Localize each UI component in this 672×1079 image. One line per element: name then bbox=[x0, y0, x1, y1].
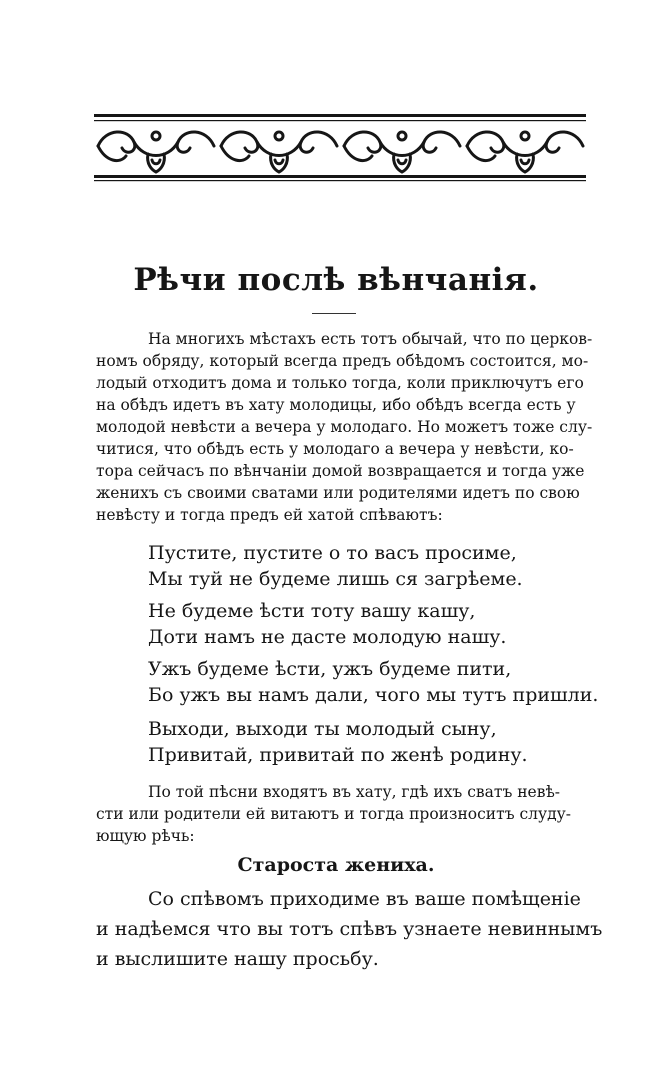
intro-paragraph bbox=[96, 328, 592, 526]
speech-line: Со спѣвомъ приходиме въ ваше помѣщенiе bbox=[148, 888, 581, 910]
after-song-line: сти или родители ей витаютъ и тогда произноситъ слуду- bbox=[96, 805, 572, 823]
song-verse-line: Выходи, выходи ты молодый сыну, bbox=[148, 718, 497, 740]
speech-line: и выслишите нашу просьбу. bbox=[96, 948, 379, 970]
title-divider bbox=[312, 313, 356, 314]
song-stanza bbox=[148, 598, 506, 650]
intro-line: молодой невѣсти а вечера у молодаго. Но можетъ тоже слу- bbox=[96, 418, 593, 436]
speech-line: и надѣемся что вы тотъ спѣвъ узнаете невиннымъ bbox=[96, 918, 603, 940]
song-stanza bbox=[148, 656, 598, 708]
after-song-paragraph bbox=[96, 781, 571, 847]
song-stanza bbox=[148, 716, 528, 768]
intro-line: жениxъ съ своими сватами или родителями идетъ по свою bbox=[96, 484, 580, 502]
intro-line: на обѣдъ идетъ въ хату молодицы, ибо обѣдъ всегда есть у bbox=[96, 396, 576, 414]
song-verse-line: Пустите, пустите о то васъ просиме, bbox=[148, 542, 517, 564]
ornament-motif bbox=[467, 132, 583, 172]
song-verse-line: Мы туй не будеме лишь ся загрѣеме. bbox=[148, 568, 523, 590]
intro-line: невѣсту и тогда предъ ей хатой спѣваютъ: bbox=[96, 506, 443, 524]
speaker-heading: Староста жениха. bbox=[237, 854, 435, 876]
song-verse-line: Бо ужъ вы намъ дали, чого мы тутъ пришли. bbox=[148, 684, 599, 706]
song-verse-line: Привитай, привитай по женѣ родину. bbox=[148, 744, 528, 766]
ornament-motif bbox=[221, 132, 337, 172]
after-song-line: По той пѣсни входятъ въ хату, гдѣ ихъ сватъ невѣ- bbox=[148, 783, 561, 801]
song-stanza bbox=[148, 540, 523, 592]
song-verse-line: Ужъ будеме ѣсти, ужъ будеме пити, bbox=[148, 658, 512, 680]
song-verse-line: Доти намъ не дасте молодую нашу. bbox=[148, 626, 507, 648]
intro-line: читися, что обѣдъ есть у молодаго а вечера у невѣсти, ко- bbox=[96, 440, 574, 458]
ornament-motif bbox=[98, 132, 214, 172]
song-verse-line: Не будеме ѣсти тоту вашу кашу, bbox=[148, 600, 476, 622]
speech-paragraph bbox=[96, 884, 602, 974]
after-song-line: ющую рѣчь: bbox=[96, 827, 195, 845]
intro-line: тора сейчасъ по вѣнчанiи домой возвращается и тогда уже bbox=[96, 462, 585, 480]
page-title: Рѣчи послѣ вѣнчанія. bbox=[133, 262, 539, 298]
intro-line: номъ обряду, который всегда предъ обѣдомъ состоится, мо- bbox=[96, 352, 589, 370]
ornament-motif bbox=[344, 132, 460, 172]
intro-line: лодый отходитъ дома и только тогда, коли приключутъ его bbox=[96, 374, 584, 392]
decorative-ornament-banner bbox=[94, 108, 586, 188]
intro-line: На многихъ мѣстахъ есть тотъ обычай, что по церков- bbox=[148, 330, 593, 348]
